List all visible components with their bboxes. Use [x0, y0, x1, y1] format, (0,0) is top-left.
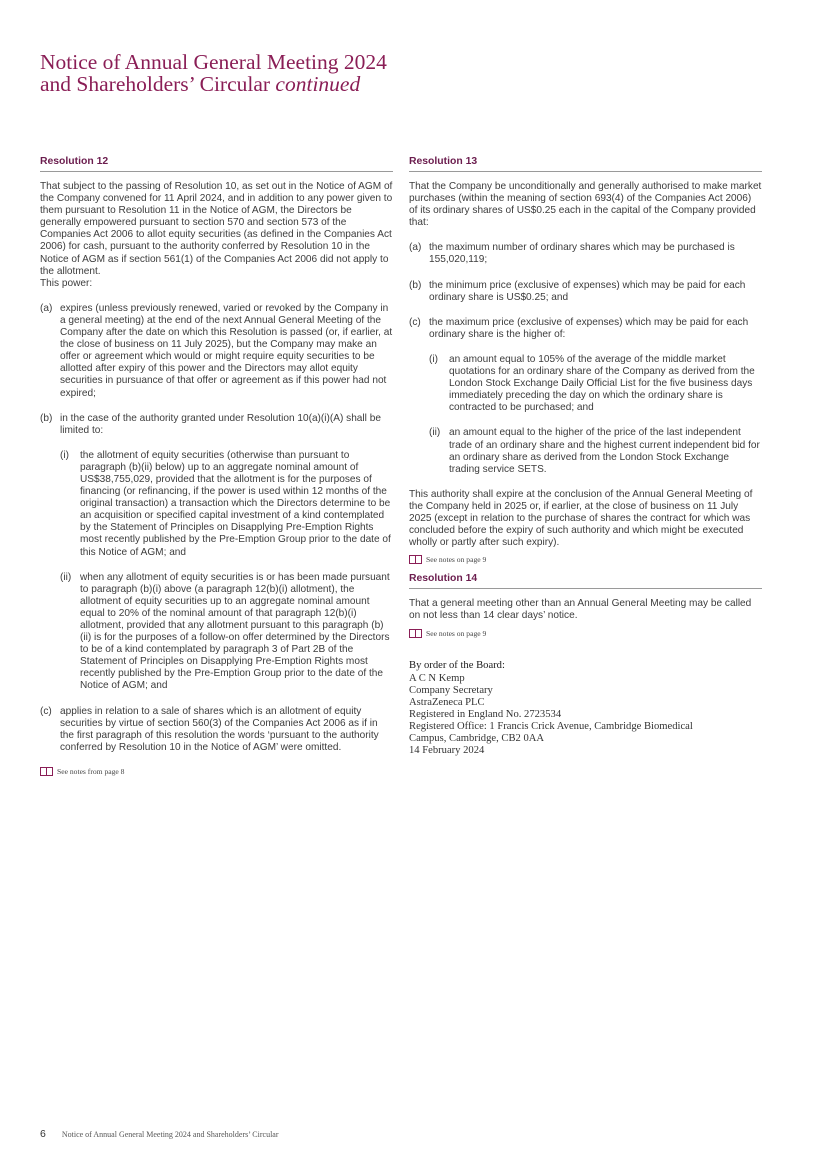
title-continued: continued — [275, 72, 361, 96]
registered-office-line-2: Campus, Cambridge, CB2 0AA — [409, 733, 545, 744]
item-label: (b) — [409, 279, 422, 291]
item-label: (b) — [40, 412, 53, 424]
item-text: the maximum price (exclusive of expenses) which may be paid for each ordinary share is the higher of: — [429, 316, 749, 340]
item-text: an amount equal to 105% of the average of the middle market quotations for an ordinary share of the Company as derived from the London Stock Exchange Daily Official List for the five business days immediately preceding the day on which the ordinary share is contracted to be purchased; and — [449, 353, 755, 414]
page-footer — [40, 1128, 279, 1140]
item-text: the allotment of equity securities (otherwise than pursuant to paragraph (b)(ii) below) up to an aggregate nominal amount of US$38,755,029, provided that the allotment is for the purposes of financing (or refinancing, if the power is used within 12 months of the original transaction) a transaction which the Directors determine to be an acquisition or specified capital investment of a kind contemplated by the Statement of Principles on Disapplying Pre-Emption Rights most recently published by the Pre-Emption Group prior to the date of this Notice of AGM; and — [80, 449, 391, 558]
item-text: applies in relation to a sale of shares which is an allotment of equity securities by virtue of section 560(3) of the Companies Act 2006 as if in the first paragraph of this resolution the words ‘pursuant to the authority conferred by Resolution 10 in the Notice of AGM’ were omitted. — [60, 705, 379, 753]
item-label: (c) — [409, 316, 421, 328]
resolution-12-item-a — [40, 303, 393, 400]
item-text: when any allotment of equity securities is or has been made pursuant to paragraph (b)(i) above (a paragraph 12(b)(i) allotment), the allotment of equity securities up to an aggregate nominal amount equal to 20% of the nominal amount of that paragraph 12(b)(i) allotment, provided that any allotment pursuant to this paragraph (b)(ii) is for the purposes of a follow-on offer determined by the Directors to be of a kind contemplated by paragraph 3 of Part 2B of the Statement of Principles on Disapplying Pre-Emption Rights most recently published by the Pre-Emption Group prior to the date of the Notice of AGM; and — [80, 571, 390, 692]
item-text: in the case of the authority granted under Resolution 10(a)(i)(A) shall be limited to: — [60, 412, 381, 436]
notice-date: 14 February 2024 — [409, 745, 485, 757]
notes-link[interactable] — [409, 555, 762, 564]
item-label: (ii) — [429, 427, 441, 439]
secretary-name: A C N Kemp — [409, 672, 465, 684]
resolution-13-intro: That the Company be unconditionally and generally authorised to make market purchases (within the meaning of section 693(4) of the Companies Act 2006) of its ordinary shares of US$0.25 each in the capital of the Company provided that: — [409, 181, 762, 229]
item-label: (ii) — [60, 571, 72, 583]
resolution-13-closing: This authority shall expire at the conclusion of the Annual General Meeting of the Company held in 2025 or, if earlier, at the close of business on 11 July 2025 (except in relation to the purchase of shares the contract for which was concluded before the expiry of such authority and which might be executed wholly or partly after such expiry). — [409, 488, 753, 549]
secretary-role: Company Secretary — [409, 684, 493, 696]
page-number: 6 — [40, 1128, 46, 1140]
notes-link-text: See notes on page 9 — [426, 555, 487, 565]
notes-link-text: See notes on page 9 — [426, 629, 487, 639]
resolution-12-item-b — [40, 413, 393, 437]
item-text: the maximum number of ordinary shares which may be purchased is 155,020,119; — [429, 242, 735, 266]
item-text: expires (unless previously renewed, varied or revoked by the Company in a general meeting) at the end of the next Annual General Meeting of the Company after the date on which this Resolution is passed (or, if earlier, at the close of business on 11 July 2025), but the Company may make an offer or agreement which would or might require equity securities to be allotted after expiry of this power and the Directors may allot equity securities in pursuance of that offer or agreement as if this power had not expired; — [60, 302, 393, 399]
book-icon — [40, 767, 53, 776]
book-icon — [409, 555, 422, 564]
resolution-13-item-c-ii — [429, 427, 762, 475]
item-label: (a) — [409, 242, 422, 254]
board-signature — [409, 660, 762, 757]
resolution-13-item-b — [409, 280, 762, 304]
resolution-12-heading: Resolution 12 — [40, 156, 393, 172]
resolution-12-item-c — [40, 706, 393, 754]
book-icon — [409, 629, 422, 638]
title-line-1: Notice of Annual General Meeting 2024 — [40, 50, 387, 74]
notes-link[interactable] — [409, 629, 762, 638]
resolution-13-heading: Resolution 13 — [409, 156, 762, 172]
resolution-12-item-b-ii — [60, 572, 393, 693]
resolution-14-text: That a general meeting other than an Annual General Meeting may be called on not less than 14 clear days’ notice. — [409, 598, 752, 622]
board-heading: By order of the Board: — [409, 660, 505, 672]
notes-link-text: See notes from page 8 — [57, 766, 125, 776]
item-label: (i) — [60, 449, 69, 461]
resolution-12-intro-2: This power: — [40, 277, 93, 289]
resolution-12-intro: That subject to the passing of Resolution 10, as set out in the Notice of AGM of the Company convened for 11 April 2024, and in addition to any power given to them pursuant to Resolution 11 in the Notice of AGM, the Directors be generally empowered pursuant to section 570 and section 573 of the Companies Act 2006 to allot equity securities (as defined in the Companies Act 2006) for cash, pursuant to the authority conferred by Resolution 10 in the Notice of AGM as if section 561(1) of the Companies Act 2006 did not apply to the allotment. — [40, 181, 393, 277]
item-label: (c) — [40, 705, 52, 717]
left-column — [40, 156, 393, 785]
title-line-2-text: and Shareholders’ Circular — [40, 72, 271, 96]
resolution-12-item-b-i — [60, 450, 393, 559]
resolution-13-item-a — [409, 242, 762, 266]
title-line-2 — [40, 73, 460, 95]
footer-text: Notice of Annual General Meeting 2024 and Shareholders’ Circular — [61, 1130, 279, 1139]
item-label: (i) — [429, 353, 438, 365]
registered-office-line-1: Registered Office: 1 Francis Crick Avenue, Cambridge Biomedical — [409, 720, 693, 732]
item-text: an amount equal to the higher of the price of the last independent trade of an ordinary share and the highest current independent bid for an ordinary share as derived from the London Stock Exchange trading service SETS. — [449, 427, 760, 475]
resolution-14-heading: Resolution 14 — [409, 573, 762, 589]
right-column — [409, 156, 762, 757]
item-text: the minimum price (exclusive of expenses) which may be paid for each ordinary share is US$0.25; and — [429, 279, 746, 303]
page-title — [40, 51, 460, 95]
resolution-13-item-c-i — [429, 354, 762, 414]
item-label: (a) — [40, 302, 53, 314]
registration-number: Registered in England No. 2723534 — [409, 708, 562, 720]
resolution-13-item-c — [409, 317, 762, 341]
company-name: AstraZeneca PLC — [409, 696, 485, 708]
notes-link[interactable] — [40, 767, 393, 776]
